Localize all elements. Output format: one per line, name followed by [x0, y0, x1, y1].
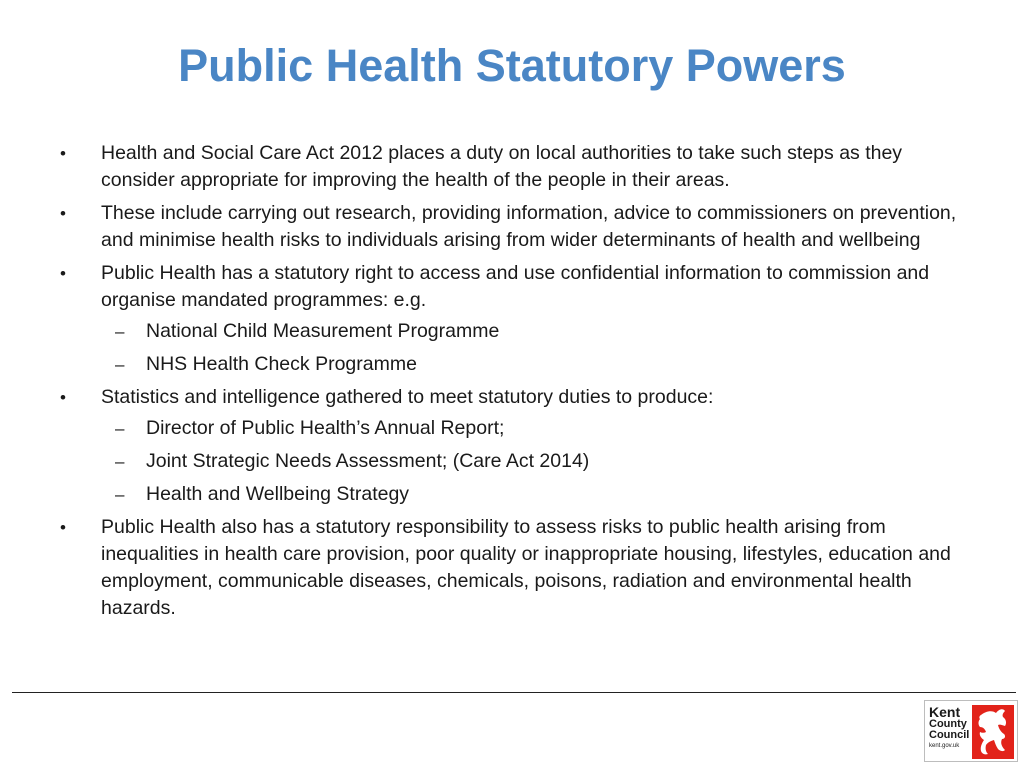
bullet-item: [58, 200, 978, 254]
sub-item-text: Joint Strategic Needs Assessment; (Care Act 2014): [146, 450, 590, 472]
sub-list: [101, 318, 978, 378]
sub-item-text: NHS Health Check Programme: [146, 353, 417, 375]
bullet-text: Statistics and intelligence gathered to meet statutory duties to produce:: [101, 386, 714, 408]
sub-item: [101, 481, 978, 508]
bullet-marker: •: [60, 518, 66, 537]
bullet-item: [58, 514, 978, 622]
bullet-text: Public Health has a statutory right to access and use confidential information to commission and organise mandated programmes: e.g.: [101, 262, 930, 311]
bullet-marker: •: [60, 144, 66, 163]
logo-line-council: Council: [929, 729, 970, 741]
sub-item: [101, 448, 978, 475]
white-horse-icon: [972, 705, 1014, 759]
bullet-list: [58, 140, 978, 628]
bullet-text: Public Health also has a statutory responsibility to assess risks to public health arising from inequalities in health care provision, poor quality or inappropriate housing, lifestyles, education and employment, communicable diseases, chemicals, poisons, radiation and environmental health hazards.: [101, 516, 951, 619]
bullet-text: These include carrying out research, providing information, advice to commissioners on prevention, and minimise health risks to individuals arising from wider determinants of health and wellbeing: [101, 202, 957, 251]
logo-line-kent: Kent: [929, 704, 961, 720]
sub-item: [101, 415, 978, 442]
bullet-item: [58, 384, 978, 508]
sub-item: [101, 351, 978, 378]
sub-item-text: Health and Wellbeing Strategy: [146, 483, 410, 505]
sub-item: [101, 318, 978, 345]
sub-item-text: Director of Public Health’s Annual Report;: [146, 417, 505, 439]
sub-marker: –: [115, 452, 125, 471]
sub-marker: –: [115, 419, 125, 438]
kent-county-council-logo: [924, 700, 1018, 762]
bullet-item: [58, 260, 978, 378]
logo-line-county: County: [929, 718, 967, 730]
bullet-marker: •: [60, 388, 66, 407]
bullet-item: [58, 140, 978, 194]
logo-wordmark: [929, 705, 969, 750]
bullet-marker: •: [60, 204, 66, 223]
sub-item-text: National Child Measurement Programme: [146, 320, 500, 342]
sub-marker: –: [115, 485, 125, 504]
slide-title: Public Health Statutory Powers: [178, 40, 846, 91]
bullet-text: Health and Social Care Act 2012 places a duty on local authorities to take such steps as they consider appropriate for improving the health of the people in their areas.: [101, 142, 903, 191]
sub-marker: –: [115, 322, 125, 341]
logo-url: kent.gov.uk: [929, 743, 960, 749]
sub-marker: –: [115, 355, 125, 374]
footer-divider: [12, 692, 1016, 693]
sub-list: [101, 415, 978, 508]
bullet-marker: •: [60, 264, 66, 283]
